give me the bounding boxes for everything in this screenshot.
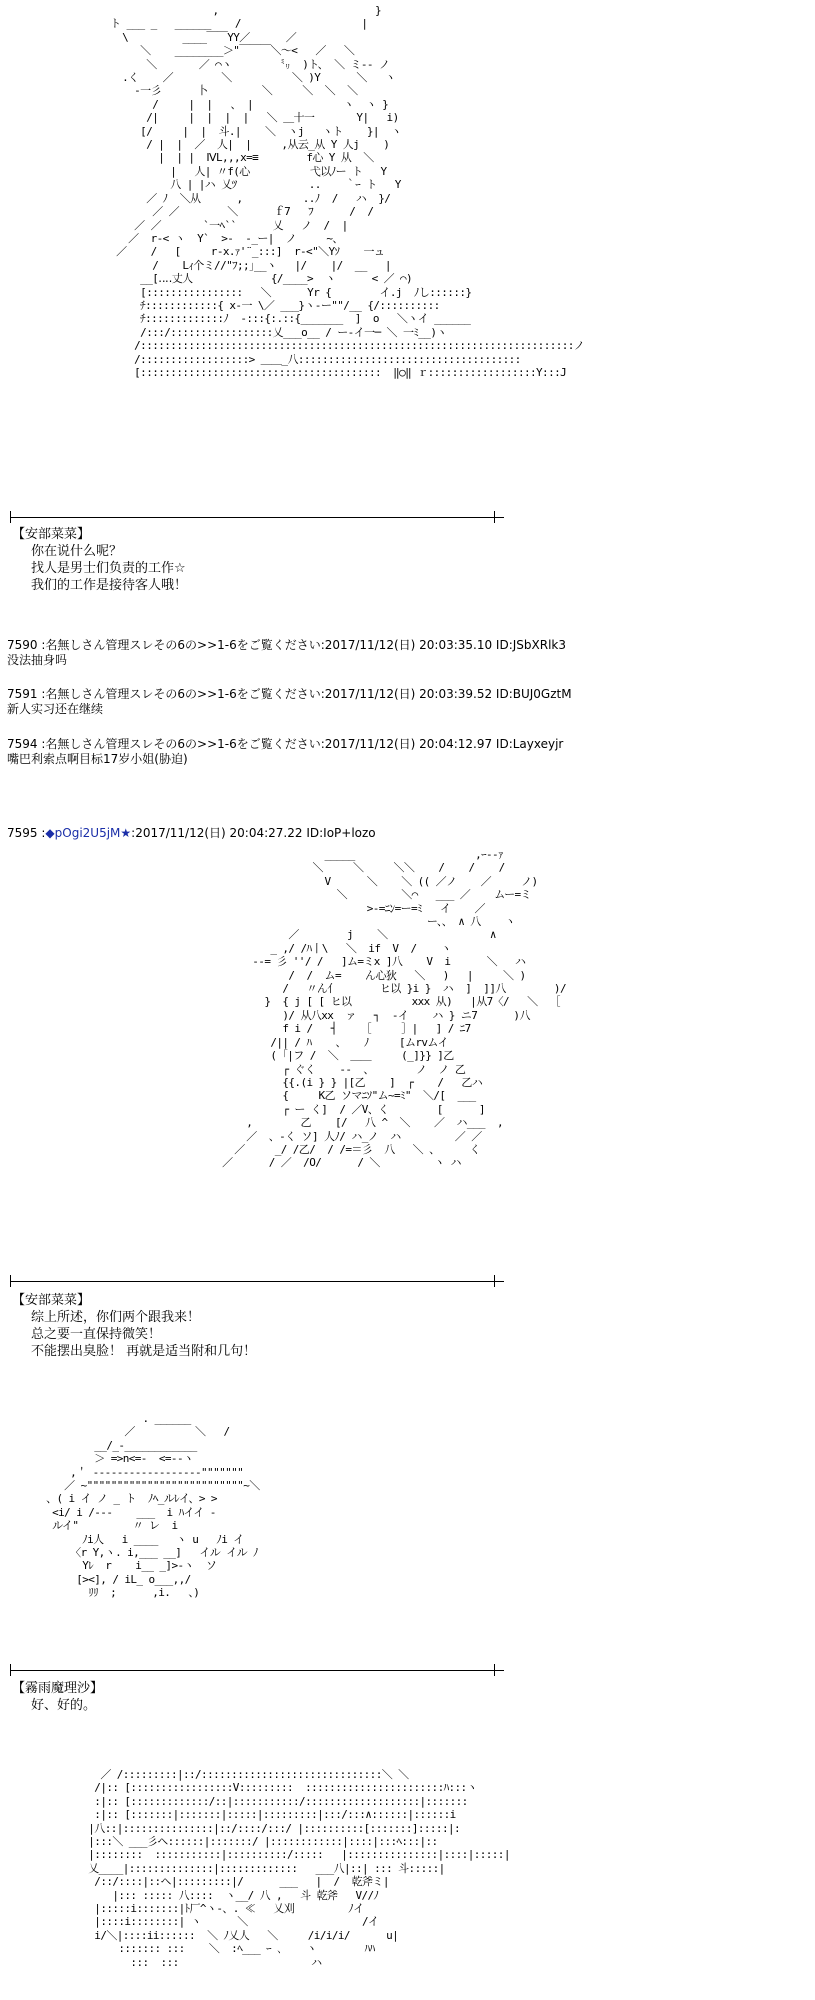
post-7590 <box>7 638 566 668</box>
dialogue-line: 好、好的。 <box>31 1698 97 1713</box>
dialogue-line: 综上所述，你们两个跟我来！ <box>31 1310 201 1325</box>
star-icon: ★ <box>120 826 132 840</box>
speaker-name: 【安部菜菜】 <box>12 527 91 542</box>
dialogue-1 <box>12 526 187 594</box>
post-meta: :2017/11/12(日) 20:04:27.22 ID:IoP+lozo <box>131 826 376 840</box>
divider-2-cap-right <box>494 1275 495 1287</box>
post-header: 7594 :名無しさん管理スレその6の>>1-6をご覧ください:2017/11/12(日) 20:04:12.97 ID:Layxeyjr <box>7 737 564 751</box>
ascii-art-2: _____ ,ｰ‐‐ｧ ＼ ＼ ＼＼ / / / V ＼ ＼ (( ／ノ ／ ノ) ＼ ＼⌒ ___ ／ ムー=ミ >-=ﾆﾝ=ー=ﾐ イ ／ ー、、 ∧ 八 ヽ ／ j ＼ ∧ _ ,/ /ﾊ丨\ ＼ if V / ヽ --= 彡 ''/ / ]ム=ミx ]八 V i ＼ ハ / / ム= ん心狄 ＼ ) | ＼ ) / 〃ん亻 ヒ以 }i } ハ ] ]]八 )/ } { j [ [ ヒ以 xxx 从) |从7〈/ ＼ ［ )/ 从八xx ァ ┐ -イ ハ } ニ7 )八 f i / ┤ ［ ］| ] / ﾆ7 /|| / ﾊ 、 ﾉ [ムrvムイ ( ｢|フ / ＼ ＿＿ (_]}} ]乙 ┌ ぐく ‐‐ 、 ノ ノ 乙 {{.(i } } |[乙 ] ┌ / 乙ハ { K乙 ソマﾆｿ"ム~=ﾐ" ＼/[ ___ ┌ ー く] / ／V、く [ ] , 乙 [/ 八 ^ ＼ ／ ハ___ , ／ 、‐く ソ] 人ﾉ/ ハ_ノ ハ ／ ／ ／ _/ /乙/ / /=＝彡 八 ＼ 、 く ／ / ／ /O/ / ＼ ヽ ハ <box>222 848 566 1170</box>
post-header: 7590 :名無しさん管理スレその6の>>1-6をご覧ください:2017/11/12(日) 20:03:35.10 ID:JSbXRlk3 <box>7 638 566 652</box>
dialogue-line: 总之要一直保持微笑！ <box>31 1327 162 1342</box>
post-header: 7591 :名無しさん管理スレその6の>>1-6をご覧ください:2017/11/12(日) 20:03:39.52 ID:BUJ0GztM <box>7 687 572 701</box>
divider-1-cap-left <box>10 511 11 523</box>
post-header <box>7 826 376 841</box>
divider-1 <box>10 517 504 518</box>
ascii-art-1: , } ト ___ _ ______ / | \ ____￣￣YY／ ／ ＼ ________＞"￣￣￣＼～< ／ ＼ ＼ ／ ⌒ヽ ㍉ )ト、 ＼ ミ-‐ ノ .く ／ ＼ ＼ )Y ＼ ヽ ‐一彡 卜 ＼ ＼ ＼ ＼ / | | 、 | ヽ ヽ } /| | | | | ＼ ＿十一 Y| i) [/ | | 斗.| ＼ ヽj ヽト }| ヽ / | | ／ 人| | ,从云_从 Y 人j ) | | | ⅣL,,,x=≡ f心 Y 从 ＼ | 人| 〃f(心 弋以ﾉー ト Y 八 | |ハ 乂ﾂ .. ｀ｰ ト Y ／ ﾉ ＼从 , ..ﾉ / ハ }/ ／ ／ ＼ ｆ7 ﾌ / / ／ ／ `一ﾍ`` 乂 ノ / | ／ r‐< ヽ Y` >- ‐_ー| ノ ~、 ／ / [ r-x.ｧ'¨_:::] r‐<"＼Yｿ 一ュ / Lｨ个ミ//"ﾌ;;｣__ヽ |/ |/ __ | __[‥‥丈人 {/____> ヽ < ／ ⌒) [:::::::::::::::: ＼ Yr { イ.j ﾉし::::::} ﾁ::::::::::::{ x‐一 \／ ___}ヽ‐ー""/__ {/:::::::::: ﾁ:::::::::::::ﾉ -:::{:.::{_______ ] o ＼ヽイ ______ /:::/:::::::::::::::::乂___o__ / ー‐イ一─ ＼ 一ﾐ__)ヽ /::::::::::::::::::::::::::::::::::::::::::::::::::::::::::::::::::::::::ノ /::::::::::::::::::> ＿＿_八::::::::::::::::::::::::::::::::::::: [:::::::::::::::::::::::::::::::::::::::: ‖○‖ ｒ::::::::::::::::::Y:::J <box>110 4 585 379</box>
ascii-art-4: ／ /:::::::::|::/::::::::::::::::::::::::::::::＼ ＼ /|:: [:::::::::::::::::V::::::::: :::::::::::::::::::::::ﾊ:::ヽ :|:: [:::::::::::::/::|:::::::::::/:::::::::::::::::::|::::::: :|:: [:::::::|:::::::|:::::|:::::::::|:::/:::∧::::::|::::::i |八::|:::::::::::::::|::/::::/:::/ |::::::::::[:::::::]:::::|: |:::＼ ___彡ヘ::::::|:::::::/ |::::::::::::|::::|:::ﾍ:::|:: |:::::::: :::::::::::|::::::::::/::::: |:::::::::::::::|::::|:::::| 乂____|::::::::::::::|::::::::::::: ___八|::| ::: 斗:::::| /::/::::|::ヘ|:::::::::|/ ___ | / 乾斧ミ| |::: ::::: 八:::: ヽ__/ 八 , 斗 乾斧 V//ﾉ |:::::i:::::::|ﾄ厂^ヽ‐、. ≪ 乂刈 ﾉイ |::::i::::::::| ヽ ＼ /イ i/＼|::::ii:::::: ＼ ﾉ乂人 ＼ /i/i/i/ u| ::::::: ::: ＼ :ﾍ___ ｰ ､ ヽ ﾊﾊ ::: ::: ハ <box>88 1768 510 1969</box>
post-7595 <box>7 826 376 841</box>
trip-link[interactable]: ◆pOgi2U5jM <box>45 826 121 840</box>
dialogue-line: 我们的工作是接待客人哦！ <box>31 578 188 593</box>
speaker-name: 【安部菜菜】 <box>12 1293 91 1308</box>
ascii-art-3: . ______ ／ ＼ / __/_‐____________ ＞ =>n<=- <=-‐ヽ ,＇ ‐‐‐‐‐‐‐‐‐‐‐‐‐‐‐‐‐‐""""""" ／ ~""""""""""""""""""""""""""~＼ 、( i イ ノ _ ト ﾉﾍ_ルﾚイ、> > <i/ i /-‐‐ ___ i ﾊイイ - ルイ" 〃 レ i ﾉi人 i ____ ヽ u ﾉi イ 〈r Y,ヽ. i,___ __] イル イル ﾉ Yﾚ r i__ _]>-ヽ ソ [><], / iL_ o___,,/ ﾘﾘ ; ,i. 、) <box>46 1412 260 1600</box>
post-number: 7595 : <box>7 826 46 840</box>
speaker-name: 【霧雨魔理沙】 <box>12 1681 104 1696</box>
post-body: 新人实习还在继续 <box>7 702 104 716</box>
dialogue-line: 不能摆出臭脸！ 再就是适当附和几句！ <box>31 1344 257 1359</box>
divider-1-cap-right <box>494 511 495 523</box>
divider-2 <box>10 1281 504 1282</box>
post-7594 <box>7 737 563 767</box>
post-body: 没法抽身吗 <box>7 653 68 667</box>
dialogue-2 <box>12 1292 256 1360</box>
divider-3-cap-left <box>10 1664 11 1676</box>
divider-3-cap-right <box>494 1664 495 1676</box>
post-7591 <box>7 687 572 717</box>
post-body: 嘴巴利索点啊目标17岁小姐(胁迫) <box>7 752 188 766</box>
dialogue-line: 你在说什么呢？ <box>31 544 123 559</box>
dialogue-3 <box>12 1680 103 1714</box>
divider-3 <box>10 1670 504 1671</box>
divider-2-cap-left <box>10 1275 11 1287</box>
dialogue-line: 找人是男士们负责的工作☆ <box>31 561 186 576</box>
